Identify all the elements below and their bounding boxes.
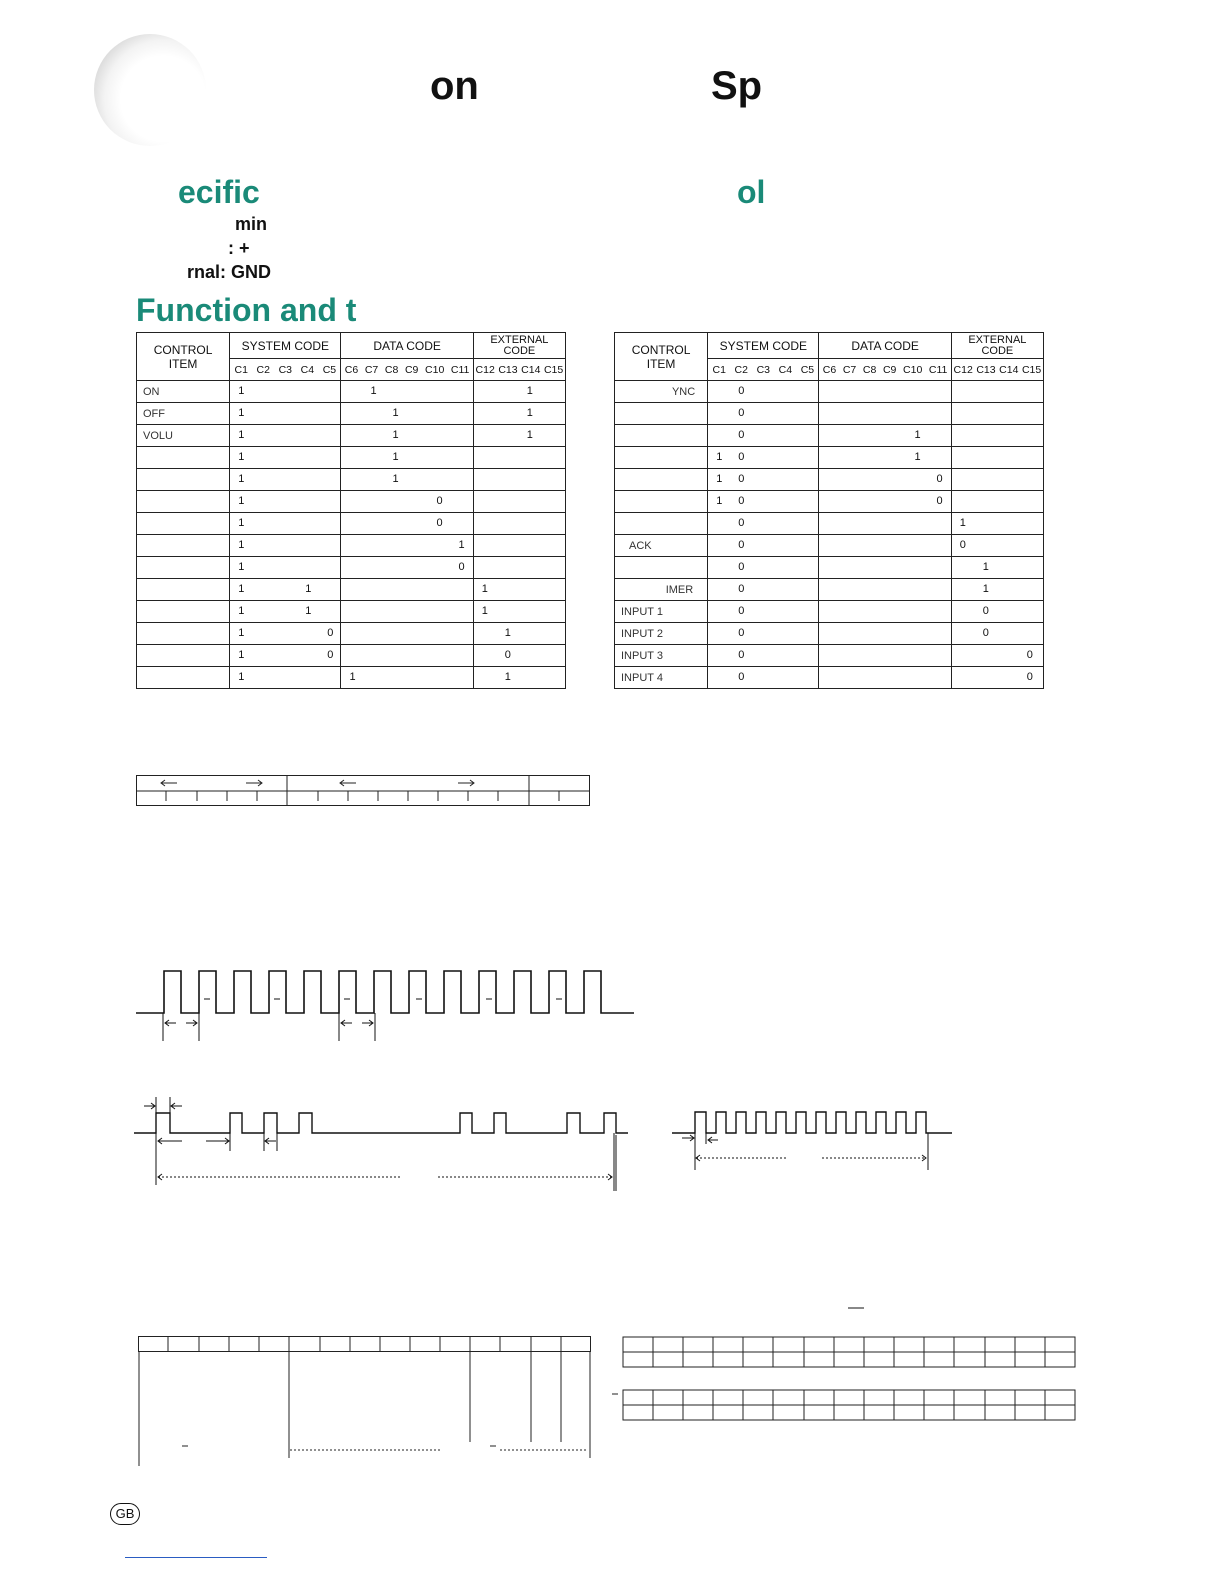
external-code-cell bbox=[473, 403, 565, 425]
external-code-cell bbox=[951, 579, 1043, 601]
data-code-cell bbox=[341, 491, 473, 513]
table-row bbox=[137, 381, 566, 403]
control-item-cell bbox=[137, 491, 230, 513]
system-code-cell bbox=[708, 623, 819, 645]
data-code-cell bbox=[819, 381, 951, 403]
system-code-cell bbox=[708, 513, 819, 535]
control-item-cell bbox=[615, 447, 708, 469]
code-table-right bbox=[614, 332, 1044, 689]
bit-assignment-diagram bbox=[138, 1336, 594, 1468]
table-row bbox=[615, 447, 1044, 469]
code-value: 1 bbox=[392, 429, 399, 441]
bit-label-c3: C3 bbox=[756, 363, 771, 376]
bottom-link-line[interactable] bbox=[125, 1557, 267, 1558]
control-item-cell bbox=[615, 425, 708, 447]
external-code-cell bbox=[951, 513, 1043, 535]
code-value: 0 bbox=[458, 561, 465, 573]
table-row bbox=[137, 513, 566, 535]
code-value: 0 bbox=[327, 649, 334, 661]
external-code-cell bbox=[473, 535, 565, 557]
bit-label-c6: C6 bbox=[822, 363, 837, 376]
system-code-cell bbox=[230, 403, 341, 425]
code-value: 1 bbox=[481, 605, 488, 617]
control-item-cell bbox=[615, 403, 708, 425]
code-value: 1 bbox=[238, 385, 245, 397]
control-item-cell bbox=[137, 557, 230, 579]
control-item-cell bbox=[615, 513, 708, 535]
code-value: 0 bbox=[738, 561, 745, 573]
control-item-cell bbox=[137, 535, 230, 557]
code-value: 1 bbox=[238, 495, 245, 507]
table-row bbox=[615, 469, 1044, 491]
system-code-cell bbox=[230, 557, 341, 579]
table-row bbox=[615, 579, 1044, 601]
external-code-cell bbox=[951, 403, 1043, 425]
header-word-left: on bbox=[430, 64, 479, 108]
table-row bbox=[137, 403, 566, 425]
external-code-cell bbox=[951, 381, 1043, 403]
code-value: 1 bbox=[504, 671, 511, 683]
system-code-cell bbox=[708, 491, 819, 513]
code-value: 0 bbox=[738, 605, 745, 617]
system-code-cell bbox=[230, 513, 341, 535]
external-code-cell bbox=[473, 425, 565, 447]
code-value: 1 bbox=[238, 605, 245, 617]
bit-label-c12: C12 bbox=[953, 363, 973, 376]
data-code-cell bbox=[819, 403, 951, 425]
control-item-cell bbox=[615, 469, 708, 491]
corner-circle-decoration bbox=[94, 34, 206, 146]
system-code-cell bbox=[230, 381, 341, 403]
code-table-left bbox=[136, 332, 566, 689]
control-item-cell: INPUT 2 bbox=[615, 623, 708, 645]
table-row bbox=[615, 601, 1044, 623]
code-value: 0 bbox=[738, 385, 745, 397]
spec-line-2: : + bbox=[228, 238, 250, 258]
external-code-cell bbox=[951, 623, 1043, 645]
code-value: 1 bbox=[305, 583, 312, 595]
control-item-cell bbox=[137, 513, 230, 535]
table-row bbox=[615, 513, 1044, 535]
data-code-cell bbox=[341, 513, 473, 535]
control-item-cell: ACK bbox=[615, 535, 708, 557]
control-item-cell: IMER bbox=[615, 579, 708, 601]
system-code-cell bbox=[708, 381, 819, 403]
code-value: 1 bbox=[914, 429, 921, 441]
data-code-cell bbox=[819, 557, 951, 579]
code-value: 1 bbox=[392, 407, 399, 419]
code-value: 1 bbox=[716, 495, 723, 507]
bit-label-c13: C13 bbox=[976, 363, 996, 376]
bit-label-c15: C15 bbox=[543, 363, 564, 376]
control-item-cell: YNC bbox=[615, 381, 708, 403]
bit-grid-right bbox=[612, 1336, 1078, 1424]
spec-line-3: rnal: GND bbox=[187, 262, 272, 282]
bit-label-c1: C1 bbox=[234, 363, 248, 376]
timing-diagram-1 bbox=[134, 1095, 634, 1195]
code-value: 1 bbox=[481, 583, 488, 595]
code-value: 0 bbox=[738, 649, 745, 661]
table-row bbox=[137, 557, 566, 579]
bit-label-c4: C4 bbox=[778, 363, 793, 376]
external-code-cell bbox=[473, 623, 565, 645]
table-row bbox=[615, 667, 1044, 689]
external-code-cell bbox=[951, 469, 1043, 491]
data-code-cell bbox=[341, 601, 473, 623]
control-item-cell: INPUT 4 bbox=[615, 667, 708, 689]
system-code-cell bbox=[230, 667, 341, 689]
system-bits bbox=[708, 359, 819, 381]
bit-label-c8: C8 bbox=[862, 363, 877, 376]
external-code-cell bbox=[951, 557, 1043, 579]
control-item-header: CONTROL ITEM bbox=[615, 333, 708, 381]
bit-label-c10: C10 bbox=[425, 363, 445, 376]
system-code-cell bbox=[230, 469, 341, 491]
table-row bbox=[137, 535, 566, 557]
table-row bbox=[137, 645, 566, 667]
code-value: 1 bbox=[238, 517, 245, 529]
code-value: 0 bbox=[327, 627, 334, 639]
external-code-cell bbox=[473, 645, 565, 667]
external-code-cell bbox=[951, 425, 1043, 447]
data-code-cell bbox=[819, 579, 951, 601]
code-value: 0 bbox=[1026, 649, 1033, 661]
code-value: 1 bbox=[458, 539, 465, 551]
header-word-right: Sp bbox=[711, 64, 763, 108]
data-code-cell bbox=[819, 645, 951, 667]
bit-label-c9: C9 bbox=[404, 363, 419, 376]
code-value: 0 bbox=[738, 583, 745, 595]
code-value: 1 bbox=[716, 473, 723, 485]
timing-diagram-2 bbox=[672, 1100, 957, 1175]
data-code-cell bbox=[341, 623, 473, 645]
table-row bbox=[137, 667, 566, 689]
spec-line-1: min bbox=[235, 214, 268, 234]
system-code-cell bbox=[230, 425, 341, 447]
bit-label-c1: C1 bbox=[712, 363, 726, 376]
control-item-header: CONTROL ITEM bbox=[137, 333, 230, 381]
data-bits bbox=[341, 359, 473, 381]
external-bits bbox=[473, 359, 565, 381]
code-value: 1 bbox=[238, 583, 245, 595]
table-row bbox=[137, 425, 566, 447]
code-value: 1 bbox=[349, 671, 356, 683]
external-code-cell bbox=[951, 645, 1043, 667]
external-code-header: EXTERNAL CODE bbox=[473, 333, 565, 359]
data-code-cell bbox=[341, 381, 473, 403]
table-row bbox=[615, 645, 1044, 667]
control-item-cell: OFF bbox=[137, 403, 230, 425]
external-code-cell bbox=[473, 447, 565, 469]
system-code-cell bbox=[708, 535, 819, 557]
system-code-cell bbox=[708, 645, 819, 667]
data-code-cell bbox=[341, 447, 473, 469]
bit-label-c4: C4 bbox=[300, 363, 315, 376]
data-code-cell bbox=[341, 645, 473, 667]
gb-badge: GB bbox=[110, 1503, 140, 1525]
system-code-cell bbox=[230, 601, 341, 623]
data-code-cell bbox=[341, 579, 473, 601]
data-code-cell bbox=[341, 469, 473, 491]
system-code-cell bbox=[708, 557, 819, 579]
bit-label-c15: C15 bbox=[1021, 363, 1042, 376]
external-code-cell bbox=[473, 557, 565, 579]
code-value: 1 bbox=[526, 407, 533, 419]
system-code-cell bbox=[708, 469, 819, 491]
code-value: 1 bbox=[982, 561, 989, 573]
code-value: 1 bbox=[238, 407, 245, 419]
data-code-cell bbox=[341, 535, 473, 557]
code-value: 1 bbox=[914, 451, 921, 463]
bit-label-c5: C5 bbox=[800, 363, 815, 376]
spec-heading-right: ol bbox=[737, 174, 766, 210]
table-row bbox=[615, 381, 1044, 403]
code-value: 1 bbox=[238, 561, 245, 573]
external-code-cell bbox=[951, 447, 1043, 469]
system-code-cell bbox=[708, 579, 819, 601]
data-code-cell bbox=[819, 601, 951, 623]
bit-label-c3: C3 bbox=[278, 363, 293, 376]
external-bits bbox=[951, 359, 1043, 381]
control-item-cell: INPUT 3 bbox=[615, 645, 708, 667]
data-code-cell bbox=[341, 403, 473, 425]
bit-label-c6: C6 bbox=[344, 363, 359, 376]
control-item-cell: INPUT 1 bbox=[615, 601, 708, 623]
system-code-cell bbox=[230, 447, 341, 469]
control-item-cell bbox=[137, 447, 230, 469]
code-value: 1 bbox=[238, 649, 245, 661]
code-value: 0 bbox=[982, 605, 989, 617]
external-code-cell bbox=[951, 667, 1043, 689]
code-value: 1 bbox=[526, 429, 533, 441]
code-value: 0 bbox=[1026, 671, 1033, 683]
code-value: 1 bbox=[370, 385, 377, 397]
code-value: 1 bbox=[982, 583, 989, 595]
data-code-cell bbox=[341, 425, 473, 447]
system-code-cell bbox=[708, 403, 819, 425]
system-code-cell bbox=[708, 601, 819, 623]
table-row bbox=[615, 535, 1044, 557]
system-code-cell bbox=[708, 667, 819, 689]
code-value: 0 bbox=[982, 627, 989, 639]
code-value: 0 bbox=[436, 495, 443, 507]
bit-label-c12: C12 bbox=[475, 363, 495, 376]
external-code-cell bbox=[473, 579, 565, 601]
table-row bbox=[137, 469, 566, 491]
system-code-cell bbox=[230, 579, 341, 601]
bit-label-c11: C11 bbox=[928, 363, 948, 376]
data-bits bbox=[819, 359, 951, 381]
table-row bbox=[137, 601, 566, 623]
system-code-cell bbox=[230, 535, 341, 557]
bit-label-c2: C2 bbox=[256, 363, 270, 376]
control-item-cell bbox=[137, 623, 230, 645]
code-value: 0 bbox=[738, 517, 745, 529]
code-value: 0 bbox=[936, 495, 943, 507]
system-code-header: SYSTEM CODE bbox=[230, 333, 341, 359]
spec-heading-left: ecific bbox=[178, 174, 260, 210]
table-row bbox=[137, 579, 566, 601]
system-code-cell bbox=[708, 425, 819, 447]
function-heading: Function and t bbox=[136, 292, 357, 328]
code-value: 0 bbox=[738, 671, 745, 683]
code-value: 0 bbox=[936, 473, 943, 485]
bit-label-c2: C2 bbox=[734, 363, 748, 376]
data-code-header: DATA CODE bbox=[341, 333, 473, 359]
code-value: 1 bbox=[238, 451, 245, 463]
external-code-cell bbox=[473, 513, 565, 535]
control-item-cell bbox=[615, 557, 708, 579]
control-item-cell: VOLU bbox=[137, 425, 230, 447]
bit-label-c7: C7 bbox=[842, 363, 857, 376]
data-code-cell bbox=[819, 667, 951, 689]
external-code-cell bbox=[473, 381, 565, 403]
code-value: 1 bbox=[238, 429, 245, 441]
code-value: 1 bbox=[238, 671, 245, 683]
code-value: 1 bbox=[238, 627, 245, 639]
table-row bbox=[137, 447, 566, 469]
bit-label-c13: C13 bbox=[498, 363, 518, 376]
system-code-cell bbox=[230, 623, 341, 645]
control-item-cell bbox=[137, 579, 230, 601]
bit-label-c10: C10 bbox=[903, 363, 923, 376]
external-code-cell bbox=[951, 491, 1043, 513]
system-code-cell bbox=[708, 447, 819, 469]
code-value: 0 bbox=[738, 407, 745, 419]
bit-label-c5: C5 bbox=[322, 363, 337, 376]
dash-mark bbox=[848, 1300, 868, 1310]
external-code-cell bbox=[951, 601, 1043, 623]
system-code-cell bbox=[230, 491, 341, 513]
pulse-train-diagram bbox=[136, 965, 636, 1045]
table-row bbox=[615, 557, 1044, 579]
data-code-cell bbox=[819, 535, 951, 557]
bit-label-c8: C8 bbox=[384, 363, 399, 376]
code-value: 0 bbox=[738, 495, 745, 507]
external-code-cell bbox=[473, 491, 565, 513]
table-row bbox=[615, 623, 1044, 645]
table-row bbox=[615, 491, 1044, 513]
table-row bbox=[137, 491, 566, 513]
table-row bbox=[615, 403, 1044, 425]
system-bits bbox=[230, 359, 341, 381]
bit-label-c14: C14 bbox=[521, 363, 541, 376]
external-code-cell bbox=[951, 535, 1043, 557]
code-value: 1 bbox=[959, 517, 966, 529]
code-value: 0 bbox=[504, 649, 511, 661]
code-value: 0 bbox=[738, 451, 745, 463]
table-row bbox=[137, 623, 566, 645]
data-code-cell bbox=[819, 469, 951, 491]
control-item-cell bbox=[137, 601, 230, 623]
data-code-cell bbox=[819, 447, 951, 469]
code-value: 1 bbox=[716, 451, 723, 463]
code-value: 1 bbox=[392, 473, 399, 485]
control-item-cell: ON bbox=[137, 381, 230, 403]
control-item-cell bbox=[137, 469, 230, 491]
code-value: 0 bbox=[738, 473, 745, 485]
code-value: 1 bbox=[392, 451, 399, 463]
code-value: 1 bbox=[238, 539, 245, 551]
control-item-cell bbox=[615, 491, 708, 513]
code-value: 1 bbox=[504, 627, 511, 639]
data-code-cell bbox=[819, 623, 951, 645]
bit-label-c9: C9 bbox=[882, 363, 897, 376]
system-code-header: SYSTEM CODE bbox=[708, 333, 819, 359]
bit-frame-diagram bbox=[136, 775, 592, 807]
system-code-cell bbox=[230, 645, 341, 667]
data-code-header: DATA CODE bbox=[819, 333, 951, 359]
control-item-cell bbox=[137, 645, 230, 667]
code-value: 1 bbox=[526, 385, 533, 397]
table-row bbox=[615, 425, 1044, 447]
code-value: 0 bbox=[738, 627, 745, 639]
code-value: 0 bbox=[436, 517, 443, 529]
code-value: 0 bbox=[738, 429, 745, 441]
bit-label-c14: C14 bbox=[999, 363, 1019, 376]
external-code-cell bbox=[473, 667, 565, 689]
control-item-cell bbox=[137, 667, 230, 689]
bit-label-c11: C11 bbox=[450, 363, 470, 376]
external-code-cell bbox=[473, 601, 565, 623]
code-value: 1 bbox=[238, 473, 245, 485]
bit-label-c7: C7 bbox=[364, 363, 379, 376]
data-code-cell bbox=[341, 667, 473, 689]
data-code-cell bbox=[819, 425, 951, 447]
code-value: 0 bbox=[738, 539, 745, 551]
external-code-cell bbox=[473, 469, 565, 491]
code-value: 0 bbox=[959, 539, 966, 551]
external-code-header: EXTERNAL CODE bbox=[951, 333, 1043, 359]
data-code-cell bbox=[341, 557, 473, 579]
data-code-cell bbox=[819, 513, 951, 535]
code-value: 1 bbox=[305, 605, 312, 617]
data-code-cell bbox=[819, 491, 951, 513]
